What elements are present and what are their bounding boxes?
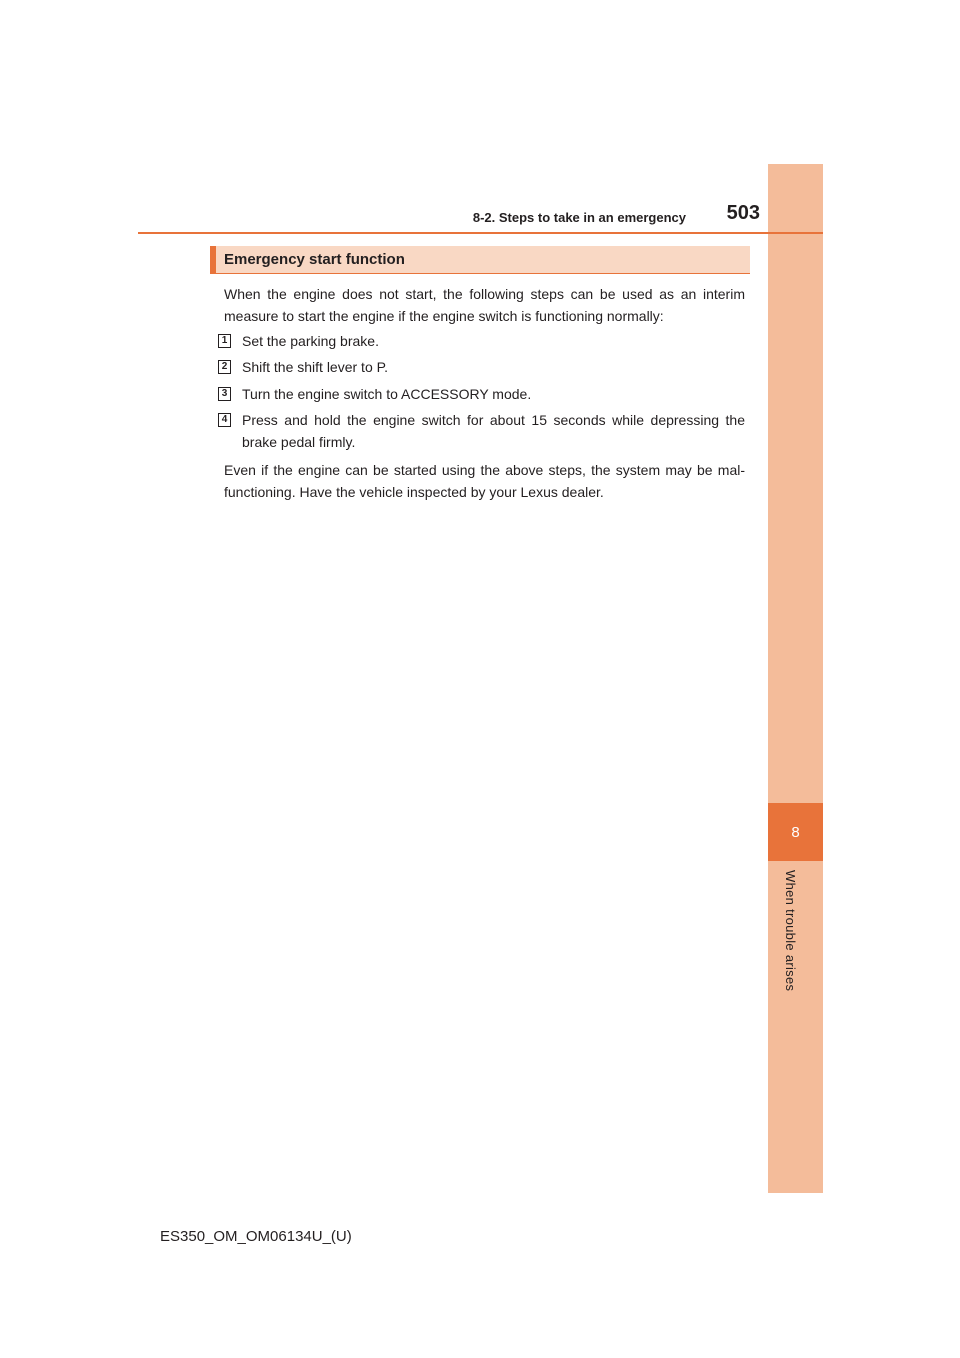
step-item: [218, 330, 745, 352]
step-number-box: 2: [218, 360, 231, 374]
intro-paragraph: When the engine does not start, the following steps can be used as an interim measure to start the engine if the engine switch is functioning normally:: [224, 286, 745, 324]
step-item: [218, 409, 745, 453]
chapter-side-tab: [768, 164, 823, 1193]
page-number: 503: [726, 202, 760, 224]
running-header-section: 8-2. Steps to take in an emergency: [472, 210, 686, 225]
chapter-title-vertical: When trouble arises: [783, 870, 798, 992]
step-item: [218, 356, 745, 378]
step-text: Shift the shift lever to P.: [242, 359, 389, 375]
closing-paragraph: Even if the engine can be started using the above steps, the system may be mal-functioning. Have the vehicle inspected by your Lexus dealer.: [224, 462, 745, 500]
step-text: Press and hold the engine switch for about 15 seconds while depressing the brake pedal firmly.: [242, 412, 745, 450]
step-number-box: 1: [218, 334, 231, 348]
header-divider: [138, 232, 823, 234]
step-number-box: 3: [218, 387, 231, 401]
step-text: Set the parking brake.: [242, 333, 379, 349]
step-text: Turn the engine switch to ACCESSORY mode.: [242, 386, 532, 402]
chapter-number-badge: 8: [768, 803, 823, 861]
document-id-footer: ES350_OM_OM06134U_(U): [160, 1228, 352, 1245]
step-item: [218, 383, 745, 405]
section-heading: [210, 246, 750, 274]
section-heading-text: Emergency start function: [224, 251, 405, 268]
step-number-box: 4: [218, 413, 231, 427]
